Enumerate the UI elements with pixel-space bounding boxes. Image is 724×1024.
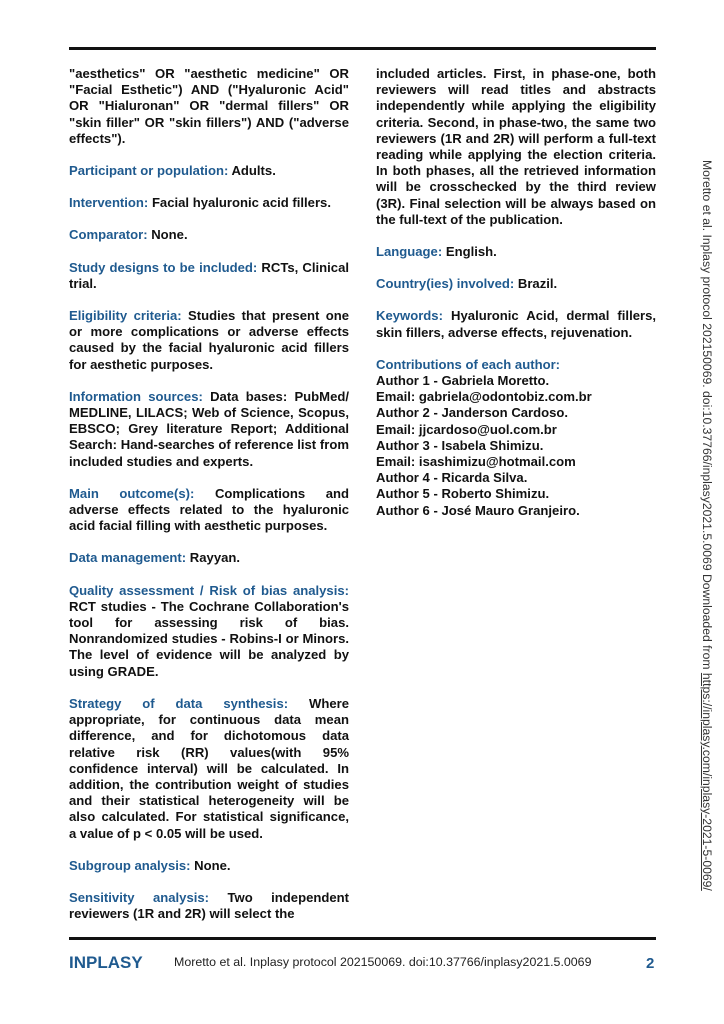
section-label: Eligibility criteria: bbox=[69, 308, 182, 324]
section-comparator bbox=[69, 227, 349, 243]
author-email: Email: gabriela@odontobiz.com.br bbox=[376, 389, 592, 405]
search-strategy-continuation: "aesthetics" OR "aesthetic medicine" OR "Facial Esthetic") AND ("Hyaluronic Acid" OR "Hialuronan" OR "dermal fillers" OR "skin filler" OR "skin fillers") AND ("adverse effects"). bbox=[69, 66, 349, 146]
section-text: RCTs, Clinical trial. bbox=[69, 259, 349, 291]
author-line: Author 5 - Roberto Shimizu. bbox=[376, 486, 550, 502]
left-column bbox=[69, 66, 349, 938]
author-line: Author 6 - José Mauro Granjeiro. bbox=[376, 502, 580, 518]
section-label: Strategy of data synthesis: bbox=[69, 695, 289, 711]
section-language bbox=[376, 244, 656, 260]
page-number: 2 bbox=[646, 955, 655, 972]
footer-rule bbox=[69, 937, 656, 940]
section-text: None. bbox=[151, 227, 188, 243]
section-label: Country(ies) involved: bbox=[376, 276, 515, 292]
section-text: Hyaluronic Acid, dermal fillers, skin fillers, adverse effects, rejuvenation. bbox=[376, 308, 657, 340]
author-line: Author 1 - Gabriela Moretto. bbox=[376, 373, 550, 389]
side-note-text: Moretto et al. Inplasy protocol 202150069. doi:10.37766/inplasy2021.5.0069 Downloaded from bbox=[700, 160, 714, 673]
section-label: Sensitivity analysis: bbox=[69, 889, 210, 905]
section-label: Subgroup analysis: bbox=[69, 857, 191, 873]
section-text: RCT studies - The Cochrane Collaboration's tool for assessing risk of bias. Nonrandomized studies - Robins-I or Minors. The level of evidence will be analyzed by using GRADE. bbox=[69, 598, 349, 679]
section-study-designs bbox=[69, 260, 349, 292]
author-line: Author 3 - Isabela Shimizu. bbox=[376, 437, 544, 453]
download-link[interactable]: https://inplasy.com/inplasy-2021-5-0069/ bbox=[700, 672, 714, 891]
section-label: Keywords: bbox=[376, 308, 443, 324]
section-text: Studies that present one or more complications or adverse effects caused by the facial hyaluronic acid fillers for aesthetic purposes. bbox=[69, 308, 349, 372]
section-label: Main outcome(s): bbox=[69, 485, 195, 501]
section-label: Participant or population: bbox=[69, 163, 229, 179]
footer-citation: Moretto et al. Inplasy protocol 202150069. doi:10.37766/inplasy2021.5.0069 bbox=[174, 955, 592, 969]
section-main-outcomes bbox=[69, 486, 349, 535]
sensitivity-analysis-continuation: included articles. First, in phase-one, both reviewers will read titles and abstracts independently while applying the eligibility criteria. Second, in phase-two, the same two reviewers (1R and 2R) will perform a full-text reading while applying the election criteria. In both phases, all the retrieved information will be crosschecked by the third review (3R). Final selection will be always based on the full-text of the publication. bbox=[376, 66, 656, 227]
section-label: Information sources: bbox=[69, 388, 203, 404]
section-label: Contributions of each author: bbox=[376, 356, 561, 372]
section-data-management bbox=[69, 550, 349, 566]
section-text: Brazil. bbox=[517, 276, 558, 292]
author-email: Email: jjcardoso@uol.com.br bbox=[376, 421, 557, 437]
section-data-synthesis bbox=[69, 696, 349, 842]
section-sensitivity-analysis bbox=[69, 890, 349, 922]
section-intervention bbox=[69, 195, 349, 211]
section-text: Rayyan. bbox=[189, 550, 241, 566]
section-label: Intervention: bbox=[69, 195, 149, 211]
journal-brand: INPLASY bbox=[69, 953, 143, 972]
section-label: Comparator: bbox=[69, 227, 148, 243]
section-label: Data management: bbox=[69, 550, 187, 566]
author-email: Email: isashimizu@hotmail.com bbox=[376, 454, 576, 470]
section-countries bbox=[376, 276, 656, 292]
section-text: Data bases: PubMed/ MEDLINE, LILACS; Web of Science, Scopus, EBSCO; Grey literature Report; Additional Search: Hand-searches of reference list from included studies and experts. bbox=[69, 388, 350, 469]
section-text: Facial hyaluronic acid fillers. bbox=[151, 195, 331, 211]
section-label: Quality assessment / Risk of bias analysis: bbox=[69, 582, 349, 598]
author-line: Author 4 - Ricarda Silva. bbox=[376, 470, 528, 486]
section-text: Adults. bbox=[231, 163, 276, 179]
section-subgroup-analysis bbox=[69, 858, 349, 874]
section-text: English. bbox=[445, 244, 497, 260]
section-text: None. bbox=[194, 857, 231, 873]
section-label: Language: bbox=[376, 244, 443, 260]
section-quality-assessment bbox=[69, 583, 349, 680]
header-rule bbox=[69, 47, 656, 50]
section-text: Complications and adverse effects related to the hyaluronic acid facial filling with aesthetic purposes. bbox=[69, 485, 350, 534]
section-text: Two independent reviewers (1R and 2R) will select the bbox=[69, 889, 349, 922]
section-information-sources bbox=[69, 389, 349, 470]
right-column bbox=[376, 66, 656, 535]
section-participant bbox=[69, 163, 349, 179]
author-line: Author 2 - Janderson Cardoso. bbox=[376, 405, 569, 421]
section-label: Study designs to be included: bbox=[69, 259, 258, 275]
section-keywords bbox=[376, 308, 656, 340]
section-eligibility bbox=[69, 308, 349, 373]
section-text: Where appropriate, for continuous data mean difference, and for dichotomous data relative risk (RR) values(with 95% confidence interval) will be calculated. In addition, the contribution weight of studies and their statistical heterogeneity will be also calculated. For statistical significance, a value of p < 0.05 will be used. bbox=[69, 695, 350, 841]
section-contributions bbox=[376, 357, 656, 519]
side-download-note bbox=[700, 160, 714, 891]
